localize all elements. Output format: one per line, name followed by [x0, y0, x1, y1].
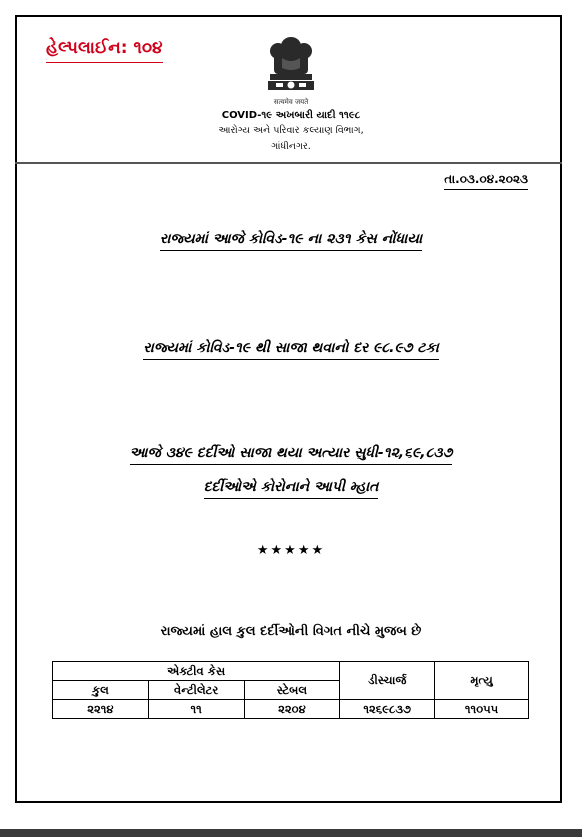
city-name: ગાંધીનગર. — [271, 141, 311, 152]
headline-recovery-rate — [0, 340, 582, 356]
patient-summary-table — [52, 661, 529, 719]
star-separator: ★★★★★ — [256, 543, 326, 558]
deaths-value: ૧૧૦૫૫ — [435, 700, 529, 719]
headline-recovered-line2-text: દર્દીઓએ કોરોનાને આપી મ્હાત — [204, 479, 379, 499]
total-value: ૨૨૧૪ — [53, 700, 149, 719]
ventilator-value: ૧૧ — [148, 700, 244, 719]
headline-cases-today — [0, 231, 582, 247]
discharged-header: ડીસ્ચાર્જ — [340, 662, 435, 700]
summary-title: રાજ્યમાં હાલ કુલ દર્દીઓની વિગત નીચે મુજબ છે — [160, 624, 422, 639]
deaths-header: મૃત્યુ — [435, 662, 529, 700]
stable-subheader: સ્ટેબલ — [244, 681, 340, 700]
total-subheader: કુલ — [53, 681, 149, 700]
table-row — [53, 700, 529, 719]
active-cases-header: એક્ટીવ કેસ — [53, 662, 340, 681]
ventilator-subheader: વેન્ટીલેટર — [148, 681, 244, 700]
national-emblem-icon — [262, 34, 320, 96]
headline-recovered-line1-text: આજે ૩૪૯ દર્દીઓ સાજા થયા અત્યાર સુધી-૧૨,૬૯,૮૩૭ — [130, 445, 453, 465]
headline-recovered-line1 — [0, 445, 582, 461]
table-header-row — [53, 662, 529, 681]
department-name: આરોગ્ય અને પરિવાર કલ્યાણ વિભાગ, — [218, 125, 364, 136]
emblem-motto: सत्यमेव जयते — [273, 98, 309, 106]
headline-recovery-rate-text: રાજ્યમાં કોવિડ-૧૯ થી સાજા થવાનો દર ૯૮.૯૭ ટકા — [143, 340, 439, 360]
discharged-value: ૧૨૬૯૮૩૭ — [340, 700, 435, 719]
helpline-number: હેલ્પલાઈન: ૧૦૪ — [46, 38, 163, 63]
stable-value: ૨૨૦૪ — [244, 700, 340, 719]
bulletin-date: તા.૦૩.૦૪.૨૦૨૩ — [444, 172, 528, 190]
header-divider — [15, 162, 562, 164]
headline-recovered-line2 — [0, 479, 582, 495]
bulletin-title: COVID-૧૯ અખબારી યાદી ૧૧૯૮ — [221, 110, 361, 121]
headline-cases-today-text: રાજ્યમાં આજે કોવિડ-૧૯ ના ૨૩૧ કેસ નોંધાયા — [160, 231, 422, 251]
bottom-bar — [0, 829, 582, 837]
